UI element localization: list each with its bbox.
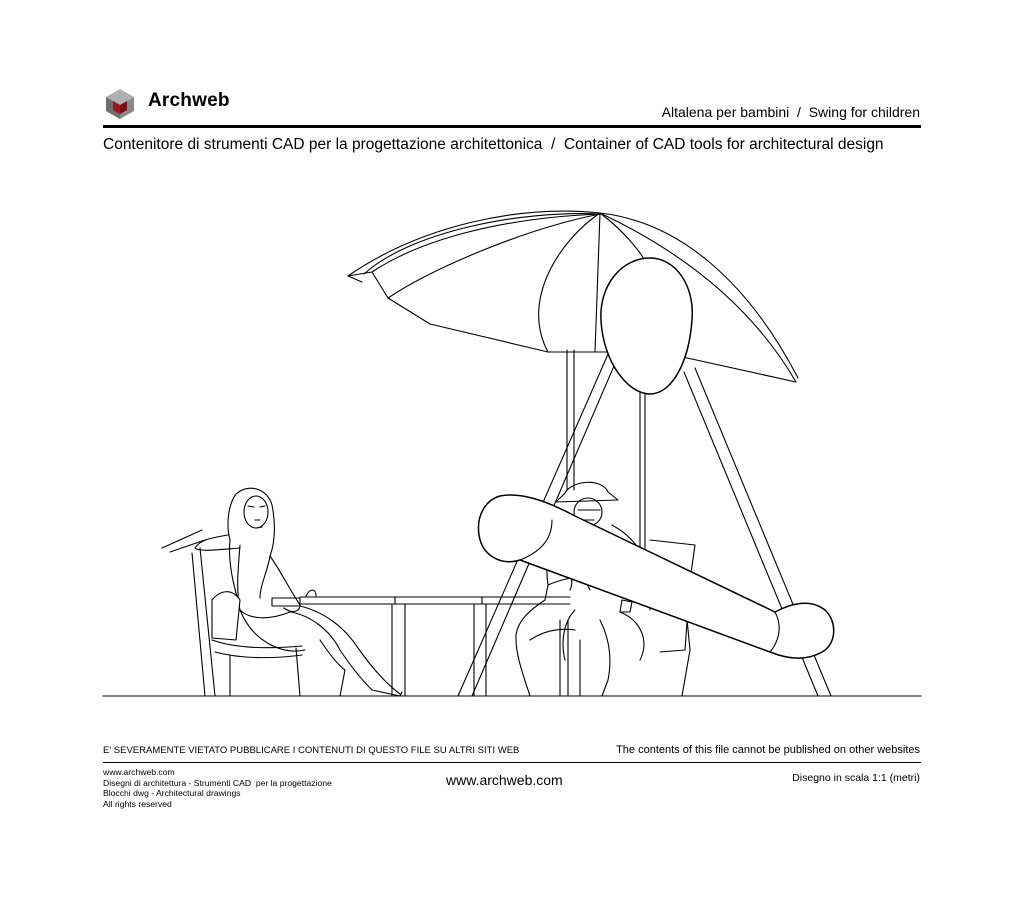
footer-url: www.archweb.com — [446, 772, 563, 788]
woman-figure — [195, 488, 402, 696]
tagline: Contenitore di strumenti CAD per la progettazione architettonica / Container of CAD tools for architectural design — [103, 136, 884, 153]
footer-divider — [103, 762, 921, 763]
footer-info — [103, 767, 332, 809]
notice-italian: E' SEVERAMENTE VIETATO PUBBLICARE I CONTENUTI DI QUESTO FILE SU ALTRI SITI WEB — [103, 745, 520, 756]
notice-english: The contents of this file cannot be published on other websites — [616, 744, 920, 756]
footer-line-rights: All rights reserved — [103, 798, 172, 809]
footer-line-blocks: Blocchi dwg - Architectural drawings — [103, 788, 241, 799]
umbrella-canopy — [348, 211, 798, 382]
scale-note: Disegno in scala 1:1 (metri) — [792, 772, 920, 784]
footer-line-description: Disegni di architettura - Strumenti CAD per la progettazione — [103, 777, 332, 788]
drawing-title: Altalena per bambini / Swing for children — [661, 104, 920, 120]
footer-line-website: www.archweb.com — [103, 767, 175, 777]
brand-name: Archweb — [148, 90, 230, 111]
swing-seat-bar — [478, 495, 833, 658]
swing-head — [601, 258, 692, 394]
